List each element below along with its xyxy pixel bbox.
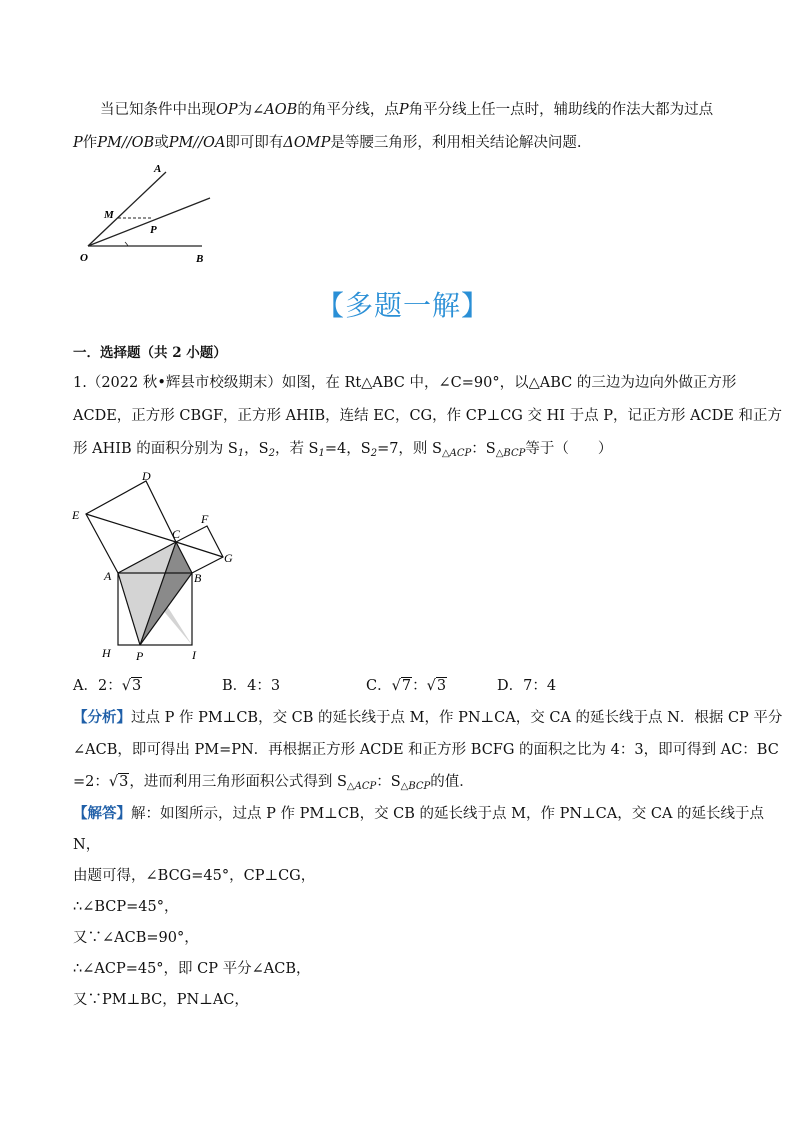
label-c: C [172,527,181,541]
analysis-text: 的值． [430,774,474,790]
angle-bisector-figure [70,158,220,268]
pm-oa-label: PM//OA [168,135,226,151]
subscript: △BCP [400,781,431,792]
label-f: F [201,512,209,526]
label-p: P [150,224,157,236]
intro-line-1 [100,101,713,119]
q1-text: ，若 S [274,441,319,457]
q1-text: =4，S [324,441,371,457]
intro-text: 的角平分线，点 [297,102,399,118]
intro-text: 作 [82,135,98,151]
label-h: H [102,646,111,660]
label-b: B [194,571,202,585]
intro-text: 或 [154,135,169,151]
analysis-text: ：S [376,774,401,790]
solution-line-1 [73,805,764,823]
intro-line-2 [73,134,582,152]
label-g: G [224,551,233,565]
q1-text: 形 AHIB 的面积分别为 S [73,441,238,457]
subscript: △ACP [346,781,377,792]
analysis-line-1 [73,709,782,727]
option-text: ： [412,678,427,694]
q1-text: ，S [244,441,269,457]
sqrt: √3 [426,678,447,694]
analysis-tag: 【分析】 [73,709,131,726]
angle-aob-label: ∠AOB [252,102,298,118]
sqrt: √7 [391,678,412,694]
solution-line-7: 又∵PM⊥BC，PN⊥AC， [73,992,249,1008]
solution-line-3: 由题可得，∠BCG=45°，CP⊥CG， [73,868,316,884]
label-o: O [80,252,88,264]
pm-ob-label: PM//OB [97,135,155,151]
sqrt: √3 [108,774,129,790]
subscript: 2 [268,448,275,459]
solution-tag: 【解答】 [73,805,131,822]
option-b[interactable]: B．4：3 [222,678,281,694]
label-p: P [136,649,144,663]
intro-text: 当已知条件中出现 [100,102,216,118]
subscript: 1 [237,448,245,459]
analysis-line-2: ∠ACB，即可得出 PM=PN．再根据正方形 ACDE 和正方形 BCFG 的面积之比为 4：3，即可得到 AC：BC [73,742,779,758]
q1-text: ：S [471,441,496,457]
radicand: 3 [436,678,447,694]
sqrt: √3 [121,678,142,694]
intro-text: 是等腰三角形，利用相关结论解决问题. [330,135,582,151]
analysis-line-3 [73,773,474,796]
solution-line-5: 又∵∠ACB=90°， [73,930,199,946]
option-c[interactable] [366,677,447,695]
label-m: M [104,209,114,221]
option-a[interactable] [73,677,142,695]
label-a: A [154,163,162,175]
intro-text: 角平分线上任一点时，辅助线的作法大都为过点 [408,102,714,118]
analysis-text: 过点 P 作 PM⊥CB，交 CB 的延长线于点 M，作 PN⊥CA，交 CA 的延长线于点 N．根据 CP 平分 [131,710,783,726]
label-a: A [104,569,112,583]
squares-figure [68,468,248,666]
subscript: 1 [318,448,325,459]
solution-line-2: N， [73,837,101,853]
label-b: B [196,253,204,265]
option-text: C． [366,678,392,694]
label-i: I [192,648,196,662]
point-p-label: P [398,102,409,118]
question-1-line-1: 1.（2022 秋•辉县市校级期末）如图，在 Rt△ABC 中，∠C=90°，以△ABC 的三边为边向外做正方形 [73,375,737,391]
point-p-label: P [73,135,83,151]
radicand: 7 [401,678,412,694]
analysis-text: =2： [73,774,109,790]
subscript: 2 [370,448,378,459]
intro-text: 即可即有 [225,135,284,151]
solution-line-4: ∴∠BCP=45°， [73,899,179,915]
ray-op [88,198,210,246]
option-d[interactable]: D．7：4 [497,678,557,694]
solution-text: 解：如图所示，过点 P 作 PM⊥CB，交 CB 的延长线于点 M，作 PN⊥CA，交 CA 的延长线于点 [131,806,765,822]
question-1-line-3 [73,440,612,463]
solution-line-6: ∴∠ACP=45°，即 CP 平分∠ACB， [73,961,311,977]
q1-text: =7，则 S [377,441,442,457]
label-e: E [72,508,80,522]
option-text: A．2： [73,678,122,694]
op-label: OP [216,102,238,118]
analysis-text: ，进而利用三角形面积公式得到 S [129,774,347,790]
question-1-line-2: ACDE，正方形 CBGF，正方形 AHIB，连结 EC，CG，作 CP⊥CG 交 HI 于点 P，记正方形 ACDE 和正方 [73,408,782,424]
subscript: △ACP [441,448,472,459]
omp-label: ΔOMP [283,135,331,151]
label-d: D [142,469,151,483]
radicand: 3 [131,678,142,694]
subscript: △BCP [495,448,526,459]
section-heading: 【多题一解】 [316,289,491,322]
section-title: 一．选择题（共 2 小题） [73,345,227,361]
radicand: 3 [119,774,129,790]
intro-text: 为 [237,102,253,118]
q1-text: 等于（ ） [525,441,613,457]
